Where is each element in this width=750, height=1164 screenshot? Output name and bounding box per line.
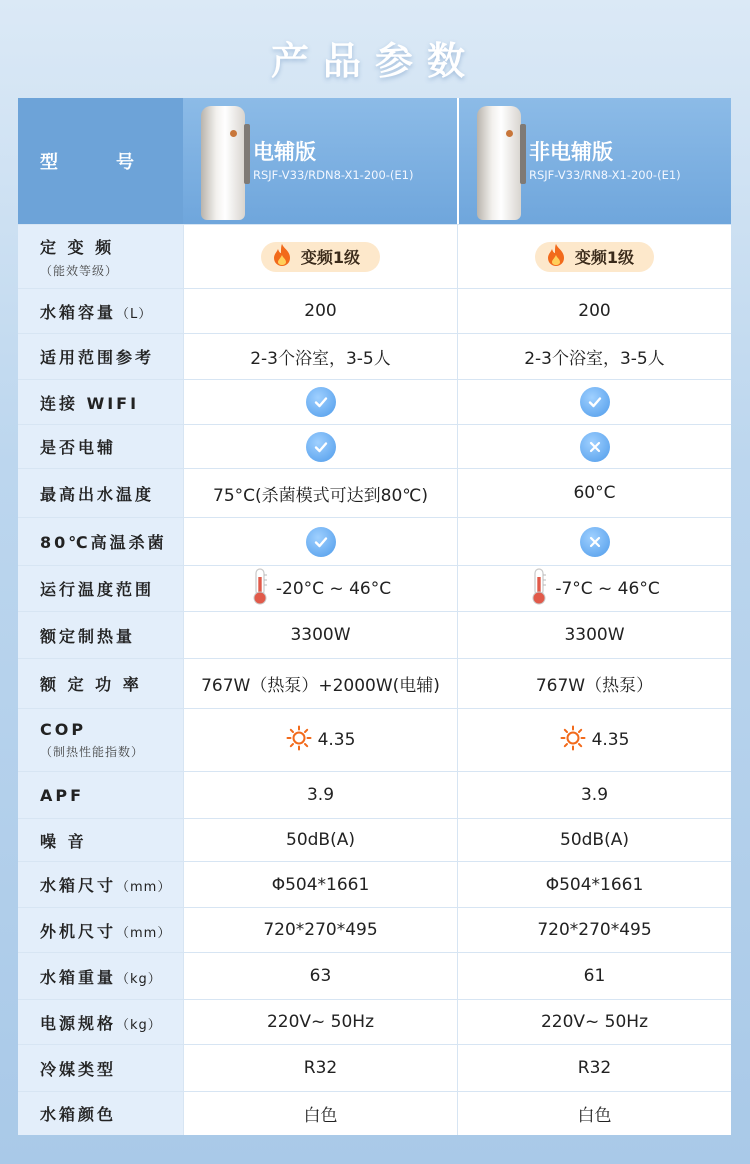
row-value: 50dB(A) xyxy=(457,819,731,861)
row-value: -20°C ~ 46°C xyxy=(183,566,457,611)
row-label: 是否电辅 xyxy=(18,425,183,468)
row-value: 61 xyxy=(457,953,731,999)
spec-table xyxy=(18,98,731,1135)
row-value: 3300W xyxy=(457,612,731,658)
row-label: APF xyxy=(18,772,183,818)
thermometer-icon xyxy=(250,567,276,610)
row-label: 最高出水温度 xyxy=(18,469,183,517)
table-row xyxy=(18,907,731,952)
row-label: 运行温度范围 xyxy=(18,566,183,611)
water-heater-image xyxy=(201,106,245,220)
check-icon xyxy=(306,387,336,417)
row-value: 2-3个浴室，3-5人 xyxy=(457,334,731,379)
row-value xyxy=(457,225,731,288)
water-heater-image xyxy=(477,106,521,220)
row-value: Φ504*1661 xyxy=(183,862,457,907)
row-label: COP （制热性能指数） xyxy=(18,709,183,771)
model-label: 型 号 xyxy=(18,98,183,224)
row-value: 200 xyxy=(183,289,457,333)
row-label: 额定制热量 xyxy=(18,612,183,658)
product-name: 电辅版 xyxy=(253,140,316,164)
row-value: 白色 xyxy=(457,1092,731,1135)
product-header-non-electric xyxy=(457,98,731,224)
table-row xyxy=(18,708,731,771)
check-icon xyxy=(580,387,610,417)
row-label: 80℃高温杀菌 xyxy=(18,518,183,565)
efficiency-badge: 变频1级 xyxy=(261,242,380,272)
row-unit: （kg） xyxy=(116,971,162,987)
spec-rows xyxy=(18,224,731,1135)
row-label: 水箱重量（kg） xyxy=(18,953,183,999)
table-row xyxy=(18,288,731,333)
table-row xyxy=(18,565,731,611)
cross-icon xyxy=(580,432,610,462)
check-icon xyxy=(306,432,336,462)
row-label: 水箱尺寸（mm） xyxy=(18,862,183,907)
row-value xyxy=(183,380,457,424)
row-value: 63 xyxy=(183,953,457,999)
table-row xyxy=(18,611,731,658)
row-label: 定 变 频 （能效等级） xyxy=(18,225,183,288)
page-title: 产品参数 xyxy=(270,39,479,83)
row-value: 220V~ 50Hz xyxy=(457,1000,731,1044)
table-row xyxy=(18,333,731,379)
row-value: 4.35 xyxy=(457,709,731,771)
row-label: 外机尺寸（mm） xyxy=(18,908,183,952)
table-row xyxy=(18,818,731,861)
row-sublabel: （制热性能指数） xyxy=(40,745,145,759)
row-value: -7°C ~ 46°C xyxy=(457,566,731,611)
row-value: R32 xyxy=(183,1045,457,1091)
row-value: 220V~ 50Hz xyxy=(183,1000,457,1044)
sun-icon xyxy=(286,725,318,756)
table-row xyxy=(18,771,731,818)
row-value: 白色 xyxy=(183,1092,457,1135)
row-value xyxy=(183,425,457,468)
check-icon xyxy=(306,527,336,557)
table-row xyxy=(18,1091,731,1135)
table-row xyxy=(18,424,731,468)
row-label: 水箱容量（L） xyxy=(18,289,183,333)
row-value: 3.9 xyxy=(183,772,457,818)
row-value: 200 xyxy=(457,289,731,333)
row-value: 720*270*495 xyxy=(183,908,457,952)
row-value: 3300W xyxy=(183,612,457,658)
cross-icon xyxy=(580,527,610,557)
product-model: RSJF-V33/RDN8-X1-200-(E1) xyxy=(253,168,414,182)
sun-icon xyxy=(560,725,592,756)
flame-icon xyxy=(271,243,301,271)
product-header-electric xyxy=(183,98,457,224)
table-row xyxy=(18,517,731,565)
row-label: 水箱颜色 xyxy=(18,1092,183,1135)
row-unit: （L） xyxy=(116,306,153,322)
row-value: 2-3个浴室，3-5人 xyxy=(183,334,457,379)
row-label: 冷媒类型 xyxy=(18,1045,183,1091)
row-label: 电源规格（kg） xyxy=(18,1000,183,1044)
row-label: 噪 音 xyxy=(18,819,183,861)
row-sublabel: （能效等级） xyxy=(40,263,119,278)
row-value: 767W（热泵）+2000W(电辅) xyxy=(183,659,457,708)
flame-icon xyxy=(545,243,575,271)
row-value: R32 xyxy=(457,1045,731,1091)
row-value xyxy=(457,380,731,424)
row-value xyxy=(183,225,457,288)
table-row xyxy=(18,999,731,1044)
row-value xyxy=(457,425,731,468)
row-value: 50dB(A) xyxy=(183,819,457,861)
table-row xyxy=(18,379,731,424)
table-row xyxy=(18,468,731,517)
row-value xyxy=(457,518,731,565)
thermometer-icon xyxy=(529,567,555,610)
table-row xyxy=(18,224,731,288)
row-unit: （kg） xyxy=(116,1017,162,1033)
row-value: 4.35 xyxy=(183,709,457,771)
row-value: 60°C xyxy=(457,469,731,517)
row-value: 767W（热泵） xyxy=(457,659,731,708)
row-value: Φ504*1661 xyxy=(457,862,731,907)
row-value: 75°C(杀菌模式可达到80℃) xyxy=(183,469,457,517)
row-unit: （mm） xyxy=(116,880,172,895)
row-unit: （mm） xyxy=(116,925,172,941)
table-row xyxy=(18,658,731,708)
row-label: 连接 WIFI xyxy=(18,380,183,424)
table-header xyxy=(18,98,731,224)
row-value: 3.9 xyxy=(457,772,731,818)
efficiency-badge: 变频1级 xyxy=(535,242,654,272)
table-row xyxy=(18,1044,731,1091)
table-row xyxy=(18,952,731,999)
table-row xyxy=(18,861,731,907)
row-label: 额 定 功 率 xyxy=(18,659,183,708)
row-value xyxy=(183,518,457,565)
row-label: 适用范围参考 xyxy=(18,334,183,379)
product-model: RSJF-V33/RN8-X1-200-(E1) xyxy=(529,168,681,182)
row-value: 720*270*495 xyxy=(457,908,731,952)
product-name: 非电辅版 xyxy=(529,140,613,164)
